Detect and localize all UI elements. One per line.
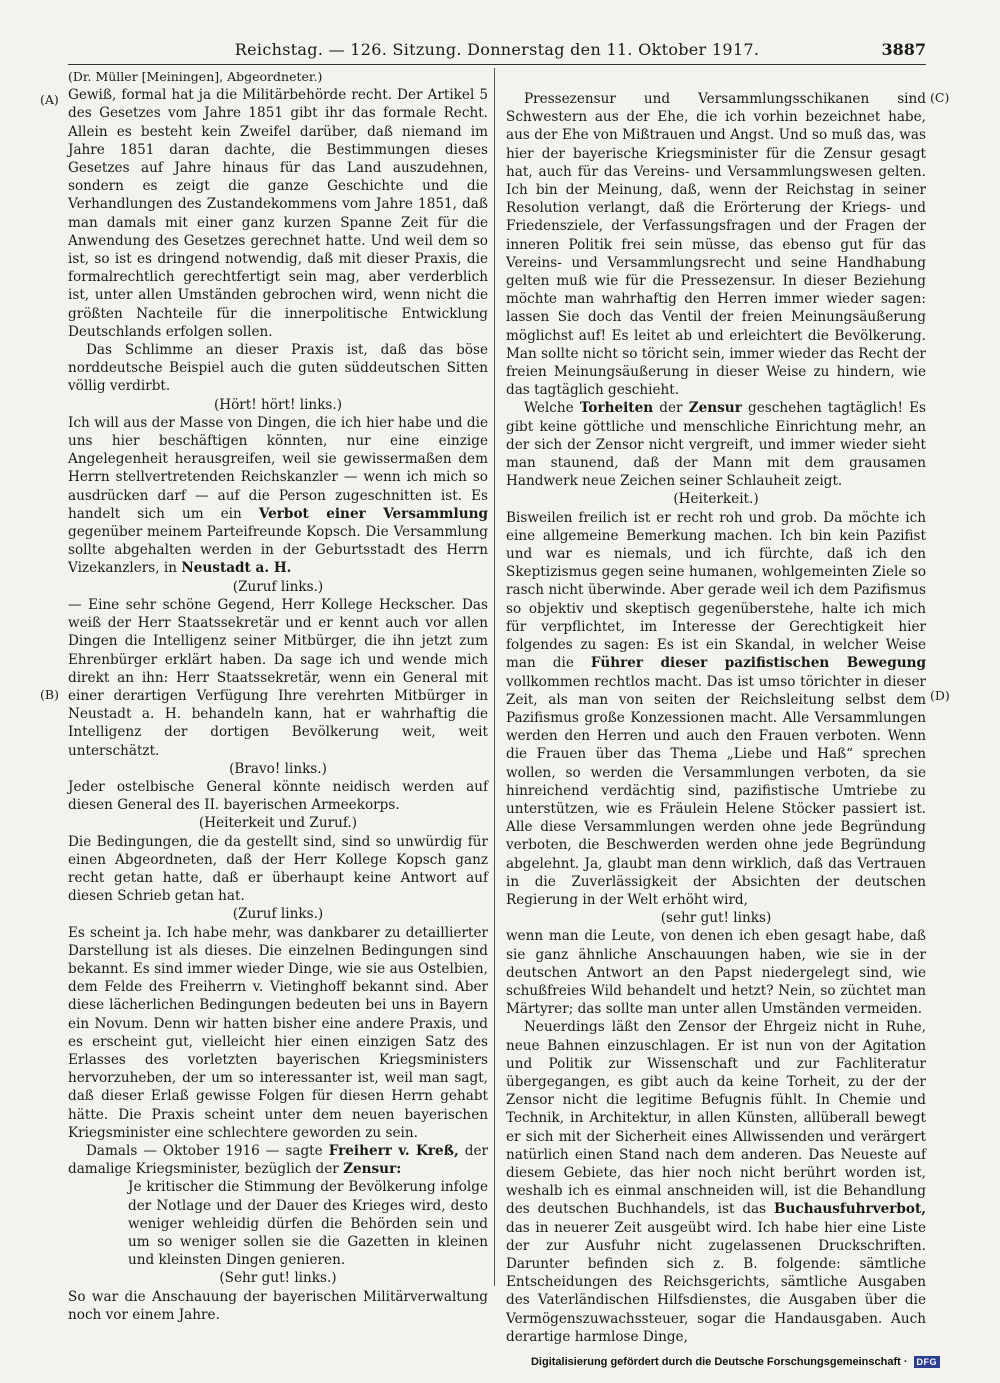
- emphasis: Neustadt a. H.: [181, 560, 292, 577]
- paragraph: [68, 1142, 488, 1178]
- margin-mark-a: (A): [40, 92, 59, 107]
- text-run: vollkommen rechtlos macht. Das ist umso törichter in dieser Zeit, als man von seiten der Reichsleitung selbst dem Pazifismus große Konzessionen macht. Alle Versammlungen werden den Herren und auch den Frauen verboten. Wenn die Frauen über das Thema „Liebe und Haß“ sprechen wollen, so werden die Versammlungen verboten, da sie hinreichend verdächtig sind, pazifistische Umtriebe zu unterstützen, wie es Fräulein Helene Stöcker passiert ist. Alle diese Versammlungen werden ohne jede Begründung verboten, die Beschwerden werden ohne jede Begründung abgelehnt. Ja, glaubt man denn wirklich, daß das Vertrauen in die Zuverlässigkeit der Absichten der deutschen Regierung in der Welt erhöht wird,: [506, 673, 926, 908]
- text-run: geschehen tagtäglich! Es gibt keine göttliche und menschliche Einrichtung mehr, an der sich der Zensor nicht vergreift, und immer wieder sieht man staunend, daß der Mann mit dem grausamen Handwerk neue Zeichen seiner Schlauheit zeigt.: [506, 400, 926, 490]
- interjection: (Bravo! links.): [229, 760, 327, 777]
- emphasis: Zensur: [688, 400, 742, 417]
- footer-text: Digitalisierung gefördert durch die Deutsche Forschungsgemeinschaft ·: [530, 1356, 908, 1368]
- text-run: das in neuerer Zeit ausgeübt wird. Ich habe hier eine Liste der zur Ausfuhr nicht zugelassenen Druckschriften. Darunter befinden sich z. B. folgende: sämtliche Entscheidungen des Reichsgerichts, sämtliche Ausgaben des Vaterländischen Hilfsdienstes, die Ausgaben über die Vermögenszuwachssteuer, sogar die Handausgaben. Auch derartige harmlose Dinge,: [506, 1219, 926, 1345]
- paragraph: Es scheint ja. Ich habe mehr, was dankbarer zu detaillierter Darstellung ist als dieses. Die einzelnen Bedingungen sind bekannt. Es sind immer wieder Dinge, wie sie aus Ostelbien, dem Felde des Freiherrn v. Vietinghoff bekannt sind. Aber diese lächerlichen Bedingungen bedeuten bei uns in Bayern ein Novum. Denn wir hatten bisher eine andere Praxis, und es erscheint gut, vielleicht hier einen einzigen Satz des Erlasses des vorletzten bayerischen Kriegsministers hervorzuheben, der um so interessanter ist, weil man sagt, daß dieser Erlaß gewisse Folgen für diesen Herrn gehabt hätte. Die Praxis scheint unter dem neuen bayerischen Kriegsminister eine schlechtere geworden zu sein.: [68, 924, 488, 1141]
- text-run: Welche: [524, 400, 580, 417]
- paragraph: So war die Anschauung der bayerischen Militärverwaltung noch vor einem Jahre.: [68, 1288, 488, 1323]
- emphasis: Torheiten: [579, 400, 654, 417]
- interjection: (Zuruf links.): [232, 906, 324, 923]
- header-rule: [68, 64, 926, 65]
- paragraph: Jeder ostelbische General könnte neidisch werden auf diesen General des II. bayerischen Armeekorps.: [68, 778, 488, 814]
- page-header: [68, 40, 926, 64]
- paragraph: [506, 1018, 926, 1346]
- paragraph: Gewiß, formal hat ja die Militärbehörde recht. Der Artikel 5 des Gesetzes vom Jahre 1851 gibt ihr das formale Recht. Allein es besteht kein Zweifel darüber, daß niemand im Jahre 1851 daran dachte, die Bestimmungen dieses Gesetzes auf Jahre hinaus für das Land auszudehnen, sondern es zeigt die ganze Geschichte und die Verhandlungen des Zustandekommens vom Jahre 1851, daß man damals mit einer ganz kurzen Spanne Zeit für die Anwendung des Gesetzes gerechnet hatte. Und weil dem so ist, so ist es dringend notwendig, daß mit dieser Praxis, die formalrechtlich gerechtfertigt sein mag, aber verderblich ist, unter allen Umständen gebrochen wird, wenn nicht die größten Nachteile für die innerpolitische Entwicklung Deutschlands erfolgen sollen.: [68, 87, 488, 340]
- paragraph: [506, 509, 926, 909]
- column-divider: [494, 68, 495, 1286]
- left-column: [68, 68, 488, 1324]
- dfg-logo: DFG: [914, 1356, 941, 1368]
- text-run: Ich will aus der Masse von Dingen, die ich hier habe und die uns hier beschäftigen könnten, nur eine einzige Angelegenheit herausgreifen, weil sie gewissermaßen dem Herrn stellvertretenden Reichskanzler — wenn ich mich so ausdrücken darf — auf die Person zugeschnitten ist. Es handelt sich um ein: [68, 414, 488, 522]
- interjection: (Heiterkeit.): [673, 491, 759, 508]
- right-column: [506, 90, 926, 1346]
- margin-mark-d: (D): [930, 688, 950, 703]
- paragraph: Pressezensur und Versammlungsschikanen sind Schwestern aus der Ehe, die ich vorhin bezeichnet habe, aus der Ehe von Mißtrauen und Angst. Und so muß das, was hier der bayerische Kriegsminister für die Zensur gesagt hat, auch für das Vereins- und Versammlungswesen gelten. Ich bin der Meinung, daß, wenn der Reichstag in seiner Resolution verlangt, daß die Erörterung der Kriegs- und Friedensziele, der Verfassungsfragen und der Fragen der inneren Politik frei sein müsse, das ebenso gut für das Vereins- und Versammlungsrecht und seine Handhabung gelten muß wie für die Pressezensur. In dieser Beziehung möchte man wahrhaftig den Herren immer wieder sagen: lassen Sie doch das Ventil der freien Meinungsäußerung möglichst auf! Es leitet ab und erleichtert die Bevölkerung. Man sollte nicht so töricht sein, immer wieder das Recht der freien Meinungsäußerung in dieser Weise zu hindern, wie das tagtäglich geschieht.: [506, 91, 926, 399]
- paragraph: wenn man die Leute, von denen ich eben gesagt habe, daß sie ganz ähnliche Anschauungen haben, wie sie in der deutschen Antwort an den Papst niedergelegt sind, wie schußfreies Wild behandelt und hetzt? Nein, so züchtet man Märtyrer; das sollte man unter allen Umständen vermeiden.: [506, 928, 926, 1018]
- text-run: der damalige Kriegsminister, bezüglich der: [68, 1142, 488, 1178]
- interjection: (sehr gut! links): [660, 910, 772, 927]
- paragraph: Das Schlimme an dieser Praxis ist, daß das böse norddeutsche Beispiel auch die guten süddeutschen Sitten völlig verdirbt.: [68, 342, 488, 395]
- interjection: (Hört! hört! links.): [213, 396, 343, 413]
- margin-mark-c: (C): [930, 90, 950, 105]
- page-number: 3887: [881, 40, 926, 59]
- paragraph: [506, 399, 926, 490]
- page-title: Reichstag. — 126. Sitzung. Donnerstag den 11. Oktober 1917.: [234, 40, 760, 59]
- margin-mark-b: (B): [40, 687, 59, 702]
- interjection: (Sehr gut! links.): [219, 1270, 337, 1287]
- footer-credit: [531, 1356, 940, 1368]
- emphasis: Zensur:: [343, 1161, 402, 1178]
- emphasis: Freiherr v. Kreß,: [328, 1142, 459, 1159]
- speaker-label: (Dr. Müller [Meiningen], Abgeordneter.): [68, 69, 323, 84]
- text-run: Neuerdings läßt den Zensor der Ehrgeiz nicht in Ruhe, neue Bahnen einzuschlagen. Er ist nun von der Agitation und Politik zur Wissenschaft und zur Fachliteratur übergegangen, es gibt auch da keine Torheit, zu der der Zensor nicht die legitime Befugnis fühlt. In Chemie und Technik, in Architektur, in allen Künsten, allüberall bewegt er sich mit der Sicherheit eines Allwissenden und verärgert natürlich einen Stand nach dem anderen. Das Neueste auf diesem Gebiete, das hier noch nicht berührt worden ist, weshalb ich es einmal anschneiden will, ist die Behandlung des deutschen Buchhandels, ist das: [506, 1019, 926, 1218]
- block-quote: Je kritischer die Stimmung der Bevölkerung infolge der Notlage und der Dauer des Krieges wird, desto weniger wehleidig dürfen die Behörden sein und um so weniger sollen sie die Gazetten in kleinen und kleinsten Dingen genieren.: [128, 1179, 488, 1269]
- paragraph: [68, 414, 488, 578]
- emphasis: Führer dieser pazifistischen Bewegung: [590, 655, 926, 672]
- text-run: der: [653, 400, 689, 417]
- text-run: gegenüber meinem Parteifreunde Kopsch. Die Versammlung sollte abgehalten werden in der Geburtsstadt des Herrn Vizekanzlers, in: [68, 524, 488, 577]
- interjection: (Zuruf links.): [232, 578, 324, 595]
- emphasis: Verbot einer Versammlung: [258, 505, 488, 522]
- paragraph: — Eine sehr schöne Gegend, Herr Kollege Heckscher. Das weiß der Herr Staatssekretär und er kennt auch vor allen Dingen die Intelligenz seiner Mitbürger, die ihn jetzt zum Ehrenbürger erklärt haben. Da sage ich und wende mich direkt an ihn: Herr Staatssekretär, wenn ein General mit einer derartigen Verfügung Ihre verehrten Mitbürger in Neustadt a. H. behandeln kann, hat er wahrhaftig die Intelligenz der dortigen Bevölkerung weit, weit unterschätzt.: [68, 596, 488, 759]
- text-run: Bisweilen freilich ist er recht roh und grob. Da möchte ich eine allgemeine Bemerkung machen. Ich bin kein Pazifist und war es niemals, und ich fürchte, daß ich den Skeptizismus gegen seine humanen, wohlgemeinten Ziele so rasch nicht überwinde. Aber gerade weil ich dem Pazifismus so objektiv und skeptisch gegenüberstehe, halte ich mich für verpflichtet, im Interesse der Gerechtigkeit hier folgendes zu sagen: Es ist ein Skandal, in welcher Weise man die: [506, 509, 926, 672]
- emphasis: Buchausfuhrverbot,: [774, 1201, 926, 1218]
- text-run: Damals — Oktober 1916 — sagte: [86, 1142, 329, 1159]
- paragraph: Die Bedingungen, die da gestellt sind, sind so unwürdig für einen Abgeordneten, daß der Herr Kollege Kopsch ganz recht getan hatte, daß er überhaupt keine Antwort auf diesen Schrieb getan hat.: [68, 833, 488, 905]
- interjection: (Heiterkeit und Zuruf.): [198, 815, 358, 832]
